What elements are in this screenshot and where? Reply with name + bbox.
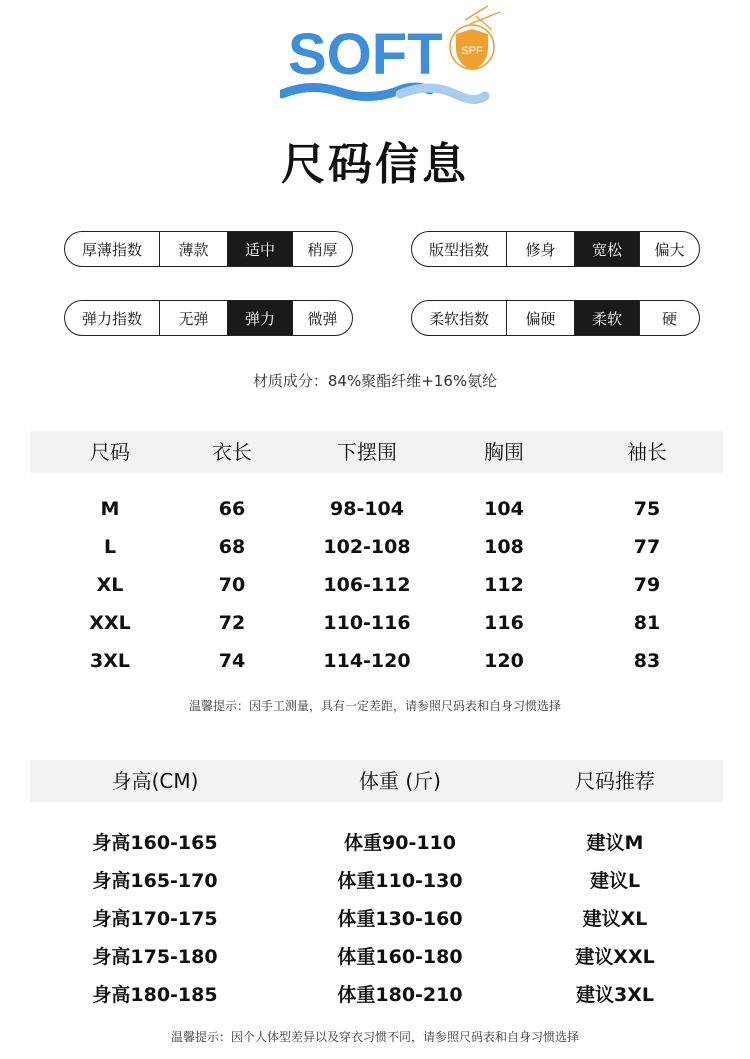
length-cell: 68	[218, 536, 246, 558]
fit-index	[411, 231, 700, 267]
length-cell: 70	[218, 574, 246, 596]
index-option: 修身	[506, 232, 574, 266]
elasticity-index	[64, 300, 353, 336]
height-cell: 身高175-180	[92, 946, 218, 968]
chest-cell: 104	[484, 498, 524, 520]
sleeve-cell: 83	[633, 650, 661, 672]
index-option-selected: 柔软	[574, 301, 639, 335]
sleeve-cell: 81	[633, 612, 661, 634]
index-label: 柔软指数	[428, 309, 489, 328]
height-cell: 身高180-185	[92, 984, 218, 1006]
size-table-header	[30, 431, 723, 473]
length-cell: 74	[218, 650, 246, 672]
hem-cell: 102-108	[323, 536, 411, 558]
wave-light	[400, 88, 485, 100]
chest-cell: 120	[484, 650, 524, 672]
recommend-cell: 建议XL	[582, 908, 648, 930]
index-option: 偏硬	[506, 301, 574, 335]
recommend-cell: 建议XXL	[575, 946, 655, 968]
size-cell: 3XL	[90, 650, 130, 672]
size-cell: XXL	[89, 612, 131, 634]
index-option: 无弹	[159, 301, 227, 335]
size-cell: XL	[96, 574, 124, 596]
recommend-cell: 建议L	[589, 870, 641, 892]
material-composition: 材质成分：84%聚酯纤维+16%氨纶	[252, 372, 498, 390]
hem-cell: 106-112	[323, 574, 411, 596]
index-option-selected: 弹力	[227, 301, 292, 335]
col-header-size: 尺码	[90, 440, 130, 464]
height-cell: 身高170-175	[92, 908, 218, 930]
weight-cell: 体重90-110	[344, 832, 456, 854]
index-option-selected: 适中	[227, 232, 292, 266]
size-cell: M	[100, 498, 120, 520]
index-option: 偏大	[639, 232, 699, 266]
weight-cell: 体重130-160	[337, 908, 463, 930]
index-option: 微弹	[292, 301, 352, 335]
index-option: 硬	[639, 301, 699, 335]
recommend-cell: 建议M	[586, 832, 644, 854]
page-title: 尺码信息	[281, 139, 469, 190]
weight-cell: 体重180-210	[337, 984, 463, 1006]
chest-cell: 108	[484, 536, 524, 558]
recommend-table-header	[30, 760, 723, 802]
thickness-index	[64, 231, 353, 267]
weight-cell: 体重110-130	[337, 870, 463, 892]
col-header-recommend: 尺码推荐	[575, 769, 655, 793]
chest-cell: 116	[484, 612, 524, 634]
index-label: 弹力指数	[81, 309, 142, 328]
recommend-table-tip: 温馨提示：因个人体型差异以及穿衣习惯不同，请参照尺码表和自身习惯选择	[170, 1030, 579, 1044]
index-option: 薄款	[159, 232, 227, 266]
index-label: 版型指数	[428, 240, 489, 259]
spf-shield-icon	[450, 6, 500, 70]
sleeve-cell: 77	[633, 536, 661, 558]
chest-cell: 112	[484, 574, 524, 596]
col-header-length: 衣长	[212, 440, 252, 464]
size-cell: L	[103, 536, 117, 558]
col-header-chest: 胸围	[484, 440, 524, 464]
recommend-cell: 建议3XL	[576, 984, 654, 1006]
weight-cell: 体重160-180	[337, 946, 463, 968]
index-option: 稍厚	[292, 232, 352, 266]
size-table-tip: 温馨提示：因手工测量，具有一定差距，请参照尺码表和自身习惯选择	[188, 699, 561, 713]
col-header-sleeve: 袖长	[627, 440, 667, 464]
soft-logo-graphic	[280, 2, 520, 112]
index-option-selected: 宽松	[574, 232, 639, 266]
index-label: 厚薄指数	[81, 240, 142, 259]
hem-cell: 110-116	[323, 612, 411, 634]
sleeve-cell: 75	[633, 498, 661, 520]
col-header-height: 身高(CM)	[111, 769, 199, 793]
length-cell: 66	[218, 498, 246, 520]
softness-index	[411, 300, 700, 336]
spf-badge-text: SPF	[461, 45, 483, 57]
logo-text: SOFT	[288, 22, 443, 87]
col-header-weight: 体重 (斤)	[359, 769, 441, 793]
hem-cell: 98-104	[330, 498, 404, 520]
brand-logo	[280, 2, 520, 112]
hem-cell: 114-120	[323, 650, 411, 672]
sleeve-cell: 79	[633, 574, 661, 596]
col-header-hem: 下摆围	[337, 440, 397, 464]
height-cell: 身高165-170	[92, 870, 218, 892]
length-cell: 72	[218, 612, 246, 634]
height-cell: 身高160-165	[92, 832, 218, 854]
